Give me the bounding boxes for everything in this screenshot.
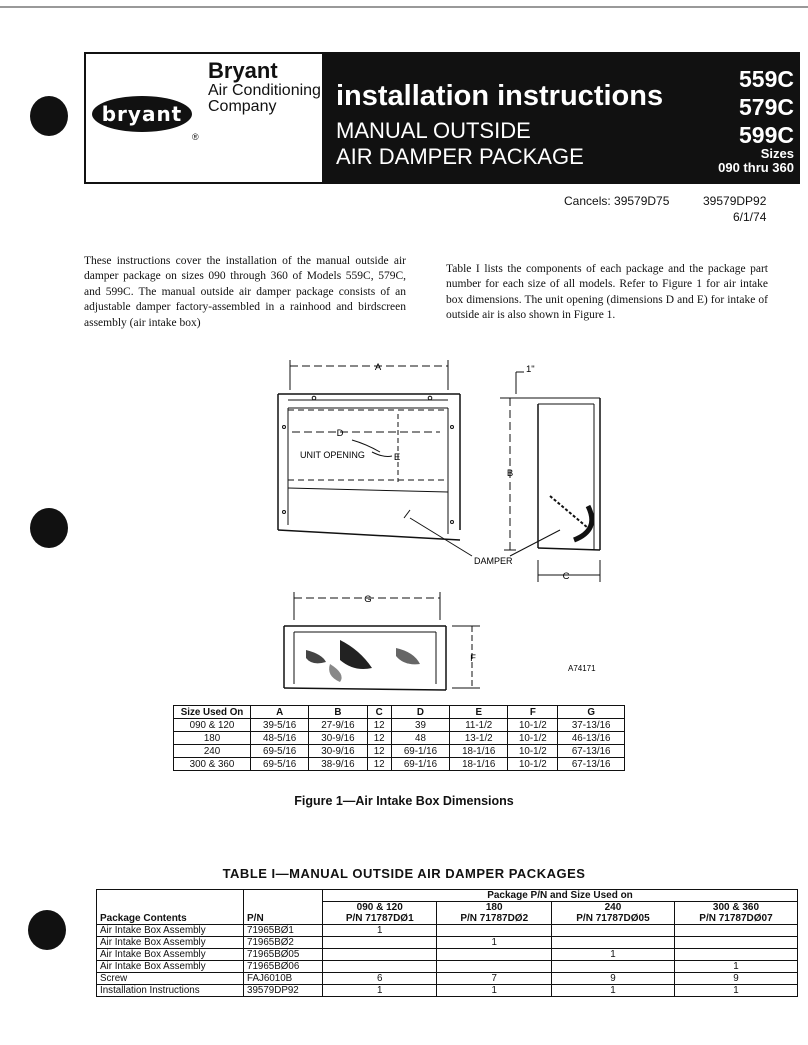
sizes-label: Sizes bbox=[760, 146, 794, 161]
table-row bbox=[174, 758, 625, 771]
size-header: 300 & 360 bbox=[674, 902, 797, 914]
table-title: TABLE I—MANUAL OUTSIDE AIR DAMPER PACKAGES bbox=[222, 866, 586, 881]
company-name: Bryant bbox=[208, 58, 278, 83]
table-cell: 090 & 120 bbox=[174, 719, 251, 732]
table-cell: 39579DP92 bbox=[244, 985, 323, 997]
table-row bbox=[174, 719, 625, 732]
table-cell bbox=[674, 925, 797, 937]
dimension-label-d: D bbox=[336, 428, 344, 439]
table-cell: Screw bbox=[97, 973, 244, 985]
package-pn-header: P/N 71787DØ05 bbox=[551, 913, 674, 925]
dim-header-c: C bbox=[367, 706, 391, 719]
size-header: 240 bbox=[551, 902, 674, 914]
pn-header: P/N bbox=[244, 890, 323, 925]
table-cell bbox=[551, 961, 674, 973]
table-cell: Air Intake Box Assembly bbox=[97, 949, 244, 961]
table-row bbox=[97, 973, 798, 985]
table-row bbox=[174, 745, 625, 758]
intro-left-paragraph: These instructions cover the installation of the manual outside air damper package on sizes 090 through 360 of Models 559C, 579C, and 599C. The manual outside air damper package consists of an adjustable damper factory-assembled in a rainhood and birdscreen assembly (air intake box) bbox=[84, 255, 406, 329]
dim-header-g: G bbox=[558, 706, 625, 719]
table-cell bbox=[323, 937, 437, 949]
table-cell: 10-1/2 bbox=[508, 758, 558, 771]
table-cell bbox=[551, 925, 674, 937]
table-cell: Air Intake Box Assembly bbox=[97, 925, 244, 937]
sizes-range: 090 thru 360 bbox=[718, 160, 794, 175]
dim-header-f: F bbox=[508, 706, 558, 719]
damper-label: DAMPER bbox=[474, 556, 513, 566]
table-cell: 67-13/16 bbox=[558, 745, 625, 758]
dimensions-table bbox=[173, 705, 625, 771]
dim-header-a: A bbox=[251, 706, 309, 719]
document-subtitle-line-2: AIR DAMPER PACKAGE bbox=[336, 144, 584, 169]
table-cell bbox=[323, 949, 437, 961]
table-cell bbox=[437, 949, 551, 961]
table-cell bbox=[674, 949, 797, 961]
table-cell: 6 bbox=[323, 973, 437, 985]
table-cell: 300 & 360 bbox=[174, 758, 251, 771]
document-title: installation instructions bbox=[336, 80, 664, 112]
table-cell: 46-13/16 bbox=[558, 732, 625, 745]
table-cell: 1 bbox=[437, 985, 551, 997]
dimension-label-b: B bbox=[506, 468, 514, 479]
table-cell: 12 bbox=[367, 719, 391, 732]
document-number: 39579DP92 bbox=[703, 194, 767, 208]
table-cell: 10-1/2 bbox=[508, 719, 558, 732]
group-header: Package P/N and Size Used on bbox=[323, 890, 798, 902]
table-cell: 69-5/16 bbox=[251, 758, 309, 771]
table-row bbox=[97, 937, 798, 949]
table-cell: 12 bbox=[367, 732, 391, 745]
table-cell: 69-5/16 bbox=[251, 745, 309, 758]
contents-header: Package Contents bbox=[97, 890, 244, 925]
table-cell: 1 bbox=[323, 925, 437, 937]
dimension-label-c: C bbox=[562, 571, 570, 582]
table-cell: 10-1/2 bbox=[508, 732, 558, 745]
table-cell: 67-13/16 bbox=[558, 758, 625, 771]
table-cell: 9 bbox=[551, 973, 674, 985]
table-cell: 39 bbox=[391, 719, 449, 732]
table-cell: 12 bbox=[367, 758, 391, 771]
package-pn-header: P/N 71787DØ07 bbox=[674, 913, 797, 925]
table-cell: 30-9/16 bbox=[309, 745, 367, 758]
table-cell: Air Intake Box Assembly bbox=[97, 961, 244, 973]
unit-opening-label: UNIT OPENING bbox=[300, 450, 365, 460]
model-559c: 559C bbox=[739, 66, 794, 92]
intro-right-paragraph: Table I lists the components of each package and the package part number for each size of all models. Refer to Figure 1 for air intake box dimensions. The unit opening (dimensions D and E) for intake of outside air is also shown in Figure 1. bbox=[446, 263, 768, 322]
dimension-label-g: G bbox=[364, 594, 372, 605]
table-cell: 10-1/2 bbox=[508, 745, 558, 758]
dimension-label-a: A bbox=[374, 362, 382, 373]
size-header: 180 bbox=[437, 902, 551, 914]
table-cell: 1 bbox=[674, 985, 797, 997]
table-cell: 71965BØ05 bbox=[244, 949, 323, 961]
package-pn-header: P/N 71787DØ2 bbox=[437, 913, 551, 925]
table-cell: Installation Instructions bbox=[97, 985, 244, 997]
table-cell: 1 bbox=[674, 961, 797, 973]
table-row bbox=[174, 732, 625, 745]
dim-header-b: B bbox=[309, 706, 367, 719]
table-cell: 27-9/16 bbox=[309, 719, 367, 732]
table-cell: 1 bbox=[323, 985, 437, 997]
table-cell: 18-1/16 bbox=[450, 745, 508, 758]
table-cell: 11-1/2 bbox=[450, 719, 508, 732]
registered-mark: ® bbox=[192, 132, 199, 142]
table-cell bbox=[674, 937, 797, 949]
table-cell: 37-13/16 bbox=[558, 719, 625, 732]
table-cell: 13-1/2 bbox=[450, 732, 508, 745]
table-cell: 48 bbox=[391, 732, 449, 745]
dimension-label-f: F bbox=[470, 653, 476, 664]
table-row bbox=[97, 961, 798, 973]
table-cell: 48-5/16 bbox=[251, 732, 309, 745]
punch-hole-3 bbox=[28, 910, 66, 950]
document-subtitle-line-1: MANUAL OUTSIDE bbox=[336, 118, 531, 143]
model-579c: 579C bbox=[739, 94, 794, 120]
dimension-label-e: E bbox=[393, 452, 401, 463]
table-cell: 38-9/16 bbox=[309, 758, 367, 771]
company-line-1: Air Conditioning bbox=[208, 82, 321, 99]
table-cell: 1 bbox=[551, 985, 674, 997]
table-cell: 71965BØ1 bbox=[244, 925, 323, 937]
company-line-2: Company bbox=[208, 98, 277, 115]
table-cell: 71965BØ06 bbox=[244, 961, 323, 973]
document-date: 6/1/74 bbox=[733, 210, 767, 224]
dim-header-e: E bbox=[450, 706, 508, 719]
table-row bbox=[97, 949, 798, 961]
drawing-id: A74171 bbox=[568, 664, 596, 673]
table-cell: 18-1/16 bbox=[450, 758, 508, 771]
figure-caption: Figure 1—Air Intake Box Dimensions bbox=[294, 794, 514, 808]
package-pn-header: P/N 71787DØ1 bbox=[323, 913, 437, 925]
dimensions-header-row bbox=[174, 706, 625, 719]
table-cell bbox=[551, 937, 674, 949]
table-cell: 240 bbox=[174, 745, 251, 758]
dim-header-size: Size Used On bbox=[174, 706, 251, 719]
table-cell: 7 bbox=[437, 973, 551, 985]
table-cell: 39-5/16 bbox=[251, 719, 309, 732]
table-cell: 69-1/16 bbox=[391, 758, 449, 771]
dim-header-d: D bbox=[391, 706, 449, 719]
table-cell: 71965BØ2 bbox=[244, 937, 323, 949]
table-cell: 1 bbox=[551, 949, 674, 961]
cancels-note: Cancels: 39579D75 bbox=[564, 194, 670, 208]
one-inch-label: 1" bbox=[526, 364, 535, 375]
table-cell bbox=[437, 925, 551, 937]
table-cell: 69-1/16 bbox=[391, 745, 449, 758]
table-cell bbox=[323, 961, 437, 973]
packages-table bbox=[96, 889, 798, 997]
model-599c: 599C bbox=[739, 122, 794, 148]
table-cell: 30-9/16 bbox=[309, 732, 367, 745]
table-cell: 12 bbox=[367, 745, 391, 758]
table-row bbox=[97, 925, 798, 937]
table-cell: 9 bbox=[674, 973, 797, 985]
table-row bbox=[97, 985, 798, 997]
packages-group-header-row bbox=[97, 890, 798, 902]
table-cell bbox=[437, 961, 551, 973]
bryant-logo: bryant bbox=[92, 96, 192, 132]
size-header: 090 & 120 bbox=[323, 902, 437, 914]
table-cell: 180 bbox=[174, 732, 251, 745]
table-cell: Air Intake Box Assembly bbox=[97, 937, 244, 949]
table-cell: 1 bbox=[437, 937, 551, 949]
table-cell: FAJ6010B bbox=[244, 973, 323, 985]
